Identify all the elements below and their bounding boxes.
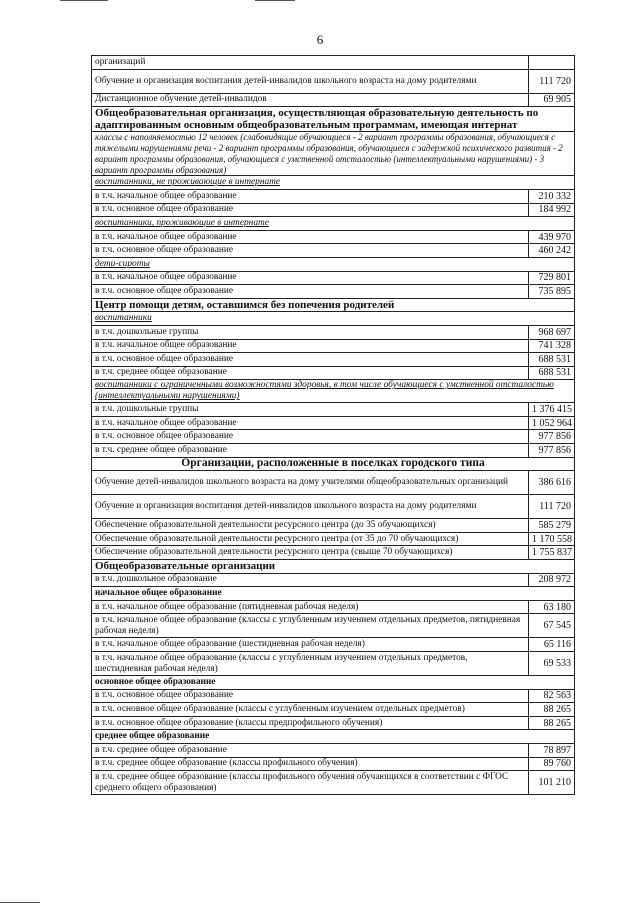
table-row bbox=[92, 430, 575, 444]
row-label: в т.ч. дошкольные группы bbox=[92, 325, 529, 339]
row-value: 78 897 bbox=[529, 743, 575, 757]
row-label: в т.ч. основное общее образование bbox=[92, 353, 529, 367]
table-row bbox=[92, 638, 575, 652]
row-label: в т.ч. начальное общее образование bbox=[92, 230, 529, 244]
table-row bbox=[92, 495, 575, 519]
row-label: в т.ч. начальное общее образование (шестидневная рабочая неделя) bbox=[92, 638, 529, 652]
table-row bbox=[92, 230, 575, 244]
row-value: 688 531 bbox=[529, 366, 575, 380]
table-row bbox=[92, 730, 575, 744]
row-value: 184 992 bbox=[529, 203, 575, 217]
row-value: 585 279 bbox=[529, 519, 575, 533]
table-row bbox=[92, 56, 575, 70]
table-row bbox=[92, 107, 575, 132]
row-value: 977 856 bbox=[529, 444, 575, 458]
row-label: Обеспечение образовательной деятельности ресурсного центра (свыше 70 обучающихся) bbox=[92, 546, 529, 560]
row-label: в т.ч. среднее общее образование (классы профильного обучения) bbox=[92, 757, 529, 771]
row-value: 69 905 bbox=[529, 93, 575, 107]
table-row bbox=[92, 546, 575, 560]
page-number: 6 bbox=[316, 32, 324, 47]
table-row bbox=[92, 403, 575, 417]
table-row bbox=[92, 176, 575, 190]
scan-mark-top-mid bbox=[255, 0, 295, 1]
row-label: в т.ч. дошкольные группы bbox=[92, 403, 529, 417]
row-label: в т.ч. начальное общее образование (пятидневная рабочая неделя) bbox=[92, 600, 529, 614]
table-row bbox=[92, 652, 575, 676]
row-label: Организации, расположенные в поселках городского типа bbox=[92, 457, 575, 471]
table-row bbox=[92, 93, 575, 107]
row-label: в т.ч. начальное общее образование bbox=[92, 189, 529, 203]
scan-mark-top-left bbox=[60, 0, 108, 1]
table-row bbox=[92, 244, 575, 258]
row-value: 67 545 bbox=[529, 614, 575, 638]
row-value: 1 755 837 bbox=[529, 546, 575, 560]
row-label: в т.ч. основное общее образование bbox=[92, 285, 529, 299]
row-label: Общеобразовательные организации bbox=[92, 560, 575, 574]
tariff-table bbox=[91, 55, 575, 795]
row-value: 89 760 bbox=[529, 757, 575, 771]
row-label: начальное общее образование bbox=[92, 587, 575, 601]
row-value: 1 376 415 bbox=[529, 403, 575, 417]
row-value: 111 720 bbox=[529, 495, 575, 519]
table-row bbox=[92, 457, 575, 471]
table-row bbox=[92, 771, 575, 795]
scan-mark-bottom-left bbox=[0, 902, 40, 903]
row-value: 88 265 bbox=[529, 716, 575, 730]
table-row bbox=[92, 444, 575, 458]
row-label: Центр помощи детям, оставшимся без попечения родителей bbox=[92, 298, 575, 312]
table-row bbox=[92, 587, 575, 601]
table-row bbox=[92, 325, 575, 339]
table-row bbox=[92, 339, 575, 353]
table-row bbox=[92, 532, 575, 546]
row-label: в т.ч. среднее общее образование (классы профильного обучения обучающихся в соответствии с ФГОС среднего общего образования) bbox=[92, 771, 529, 795]
table-row bbox=[92, 285, 575, 299]
row-value: 729 801 bbox=[529, 271, 575, 285]
row-value: 210 332 bbox=[529, 189, 575, 203]
row-label: в т.ч. основное общее образование bbox=[92, 203, 529, 217]
row-label: воспитанники с ограниченными возможностями здоровья, в том числе обучающиеся с умственной отсталостью (интеллектуальными нарушениями) bbox=[92, 380, 575, 403]
row-label: в т.ч. основное общее образование (классы предпрофильного обучения) bbox=[92, 716, 529, 730]
table-row bbox=[92, 217, 575, 231]
table-row bbox=[92, 69, 575, 93]
table-row bbox=[92, 573, 575, 587]
row-label: в т.ч. среднее общее образование bbox=[92, 444, 529, 458]
table-row bbox=[92, 203, 575, 217]
table-row bbox=[92, 366, 575, 380]
table-row bbox=[92, 298, 575, 312]
tariff-table-body bbox=[92, 56, 575, 795]
row-value: 82 563 bbox=[529, 689, 575, 703]
row-label: в т.ч. основное общее образование bbox=[92, 689, 529, 703]
row-value: 688 531 bbox=[529, 353, 575, 367]
row-label: в т.ч. дошкольное образование bbox=[92, 573, 529, 587]
table-row bbox=[92, 271, 575, 285]
row-value: 65 116 bbox=[529, 638, 575, 652]
row-value bbox=[529, 56, 575, 70]
row-label: в т.ч. основное общее образование (классы с углубленным изучением отдельных предметов) bbox=[92, 703, 529, 717]
row-value: 1 052 964 bbox=[529, 416, 575, 430]
row-label: среднее общее образование bbox=[92, 730, 575, 744]
table-row bbox=[92, 600, 575, 614]
table-row bbox=[92, 257, 575, 271]
row-label: в т.ч. среднее общее образование bbox=[92, 743, 529, 757]
row-label: воспитанники, проживающие в интернате bbox=[92, 217, 575, 231]
row-label: Обеспечение образовательной деятельности ресурсного центра (до 35 обучающихся) bbox=[92, 519, 529, 533]
row-value: 439 970 bbox=[529, 230, 575, 244]
table-row bbox=[92, 353, 575, 367]
table-row bbox=[92, 312, 575, 326]
row-value: 111 720 bbox=[529, 69, 575, 93]
row-label: в т.ч. основное общее образование bbox=[92, 244, 529, 258]
table-row bbox=[92, 689, 575, 703]
row-value: 88 265 bbox=[529, 703, 575, 717]
table-row bbox=[92, 189, 575, 203]
table-row bbox=[92, 416, 575, 430]
row-label: в т.ч. среднее общее образование bbox=[92, 366, 529, 380]
row-value: 741 328 bbox=[529, 339, 575, 353]
row-value: 63 180 bbox=[529, 600, 575, 614]
row-value: 208 972 bbox=[529, 573, 575, 587]
row-label: Обучение и организация воспитания детей-инвалидов школьного возраста на дому родителями bbox=[92, 495, 529, 519]
table-row bbox=[92, 757, 575, 771]
table-row bbox=[92, 560, 575, 574]
row-label: в т.ч. начальное общее образование bbox=[92, 416, 529, 430]
table-row bbox=[92, 519, 575, 533]
row-label: в т.ч. начальное общее образование (классы с углубленным изучением отдельных предметов, пятидневная рабочая неделя) bbox=[92, 614, 529, 638]
row-value: 968 697 bbox=[529, 325, 575, 339]
table-row bbox=[92, 743, 575, 757]
row-label: Общеобразовательная организация, осуществляющая образовательную деятельность по адаптированным основным общеобразовательным программам, имеющая интернат bbox=[92, 107, 575, 132]
row-label: дети-сироты bbox=[92, 257, 575, 271]
row-value: 386 616 bbox=[529, 471, 575, 495]
table-row bbox=[92, 380, 575, 403]
row-value: 460 242 bbox=[529, 244, 575, 258]
row-label: в т.ч. начальное общее образование bbox=[92, 271, 529, 285]
row-value: 101 210 bbox=[529, 771, 575, 795]
row-label: в т.ч. основное общее образование bbox=[92, 430, 529, 444]
table-row bbox=[92, 703, 575, 717]
table-row bbox=[92, 614, 575, 638]
table-row bbox=[92, 132, 575, 176]
row-value: 735 895 bbox=[529, 285, 575, 299]
row-label: классы с наполняемостью 12 человек (слабовидящие обучающиеся - 2 вариант программы образования, обучающиеся с тяжелыми нарушениями речи - 2 вариант программы образования, обучающиеся с задержкой психического развития - 2 вариант программы образования, обучающиеся с умственной отсталостью (интеллектуальными нарушениями) - 3 вариант программы образования) bbox=[92, 132, 575, 176]
row-label: воспитанники, не проживающие в интернате bbox=[92, 176, 575, 190]
row-label: Обеспечение образовательной деятельности ресурсного центра (от 35 до 70 обучающихся) bbox=[92, 532, 529, 546]
row-label: воспитанники bbox=[92, 312, 575, 326]
row-label: Обучение и организация воспитания детей-инвалидов школьного возраста на дому родителями bbox=[92, 69, 529, 93]
row-label: Обучение детей-инвалидов школьного возраста на дому учителями общеобразовательных организаций bbox=[92, 471, 529, 495]
row-label: Дистанционное обучение детей-инвалидов bbox=[92, 93, 529, 107]
row-label: в т.ч. начальное общее образование (классы с углубленным изучением отдельных предметов, шестидневная рабочая неделя) bbox=[92, 652, 529, 676]
table-row bbox=[92, 716, 575, 730]
row-label: организаций bbox=[92, 56, 529, 70]
table-row bbox=[92, 471, 575, 495]
row-label: основное общее образование bbox=[92, 676, 575, 690]
table-row bbox=[92, 676, 575, 690]
row-value: 69 533 bbox=[529, 652, 575, 676]
row-value: 1 170 558 bbox=[529, 532, 575, 546]
row-value: 977 856 bbox=[529, 430, 575, 444]
row-label: в т.ч. начальное общее образование bbox=[92, 339, 529, 353]
